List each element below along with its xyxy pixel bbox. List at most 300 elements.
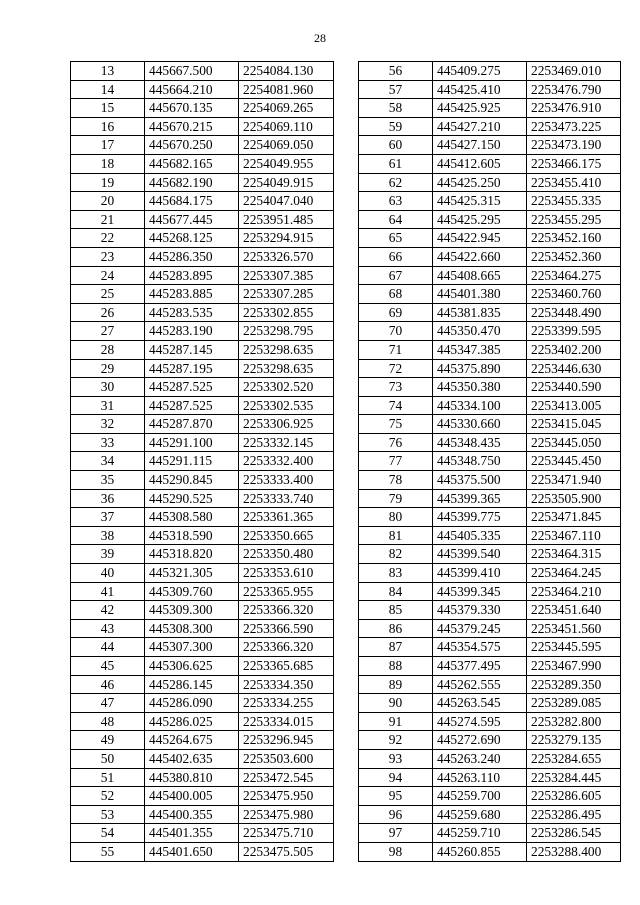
table-row bbox=[71, 638, 334, 657]
table-row bbox=[359, 192, 621, 211]
table-row bbox=[359, 117, 621, 136]
table-row bbox=[71, 266, 334, 285]
point-number-cell: 90 bbox=[359, 694, 433, 713]
point-number-cell: 21 bbox=[71, 210, 145, 229]
x-coordinate-cell: 445380.810 bbox=[145, 768, 239, 787]
x-coordinate-cell: 445405.335 bbox=[433, 526, 527, 545]
x-coordinate-cell: 445354.575 bbox=[433, 638, 527, 657]
y-coordinate-cell: 2253302.855 bbox=[239, 303, 334, 322]
coordinate-table-left-body bbox=[71, 62, 334, 862]
point-number-cell: 86 bbox=[359, 619, 433, 638]
y-coordinate-cell: 2254069.050 bbox=[239, 136, 334, 155]
x-coordinate-cell: 445682.190 bbox=[145, 173, 239, 192]
y-coordinate-cell: 2253464.315 bbox=[527, 545, 621, 564]
table-row bbox=[71, 210, 334, 229]
y-coordinate-cell: 2253307.285 bbox=[239, 285, 334, 304]
x-coordinate-cell: 445348.435 bbox=[433, 433, 527, 452]
table-row bbox=[359, 452, 621, 471]
table-row bbox=[71, 303, 334, 322]
y-coordinate-cell: 2253464.275 bbox=[527, 266, 621, 285]
table-row bbox=[359, 712, 621, 731]
y-coordinate-cell: 2253361.365 bbox=[239, 508, 334, 527]
y-coordinate-cell: 2253284.655 bbox=[527, 749, 621, 768]
table-row bbox=[359, 471, 621, 490]
y-coordinate-cell: 2254047.040 bbox=[239, 192, 334, 211]
y-coordinate-cell: 2253455.335 bbox=[527, 192, 621, 211]
x-coordinate-cell: 445309.300 bbox=[145, 601, 239, 620]
coordinate-table-right-body bbox=[359, 62, 621, 862]
y-coordinate-cell: 2253296.945 bbox=[239, 731, 334, 750]
x-coordinate-cell: 445670.250 bbox=[145, 136, 239, 155]
point-number-cell: 58 bbox=[359, 99, 433, 118]
y-coordinate-cell: 2253298.635 bbox=[239, 340, 334, 359]
x-coordinate-cell: 445259.680 bbox=[433, 805, 527, 824]
table-row bbox=[359, 80, 621, 99]
y-coordinate-cell: 2253282.800 bbox=[527, 712, 621, 731]
point-number-cell: 48 bbox=[71, 712, 145, 731]
point-number-cell: 97 bbox=[359, 824, 433, 843]
x-coordinate-cell: 445401.380 bbox=[433, 285, 527, 304]
table-row bbox=[71, 378, 334, 397]
x-coordinate-cell: 445399.345 bbox=[433, 582, 527, 601]
x-coordinate-cell: 445347.385 bbox=[433, 340, 527, 359]
table-row bbox=[71, 452, 334, 471]
x-coordinate-cell: 445409.275 bbox=[433, 62, 527, 81]
table-row bbox=[71, 731, 334, 750]
x-coordinate-cell: 445425.410 bbox=[433, 80, 527, 99]
table-row bbox=[359, 805, 621, 824]
y-coordinate-cell: 2254084.130 bbox=[239, 62, 334, 81]
x-coordinate-cell: 445318.590 bbox=[145, 526, 239, 545]
x-coordinate-cell: 445290.525 bbox=[145, 489, 239, 508]
x-coordinate-cell: 445263.110 bbox=[433, 768, 527, 787]
y-coordinate-cell: 2253464.245 bbox=[527, 564, 621, 583]
x-coordinate-cell: 445264.675 bbox=[145, 731, 239, 750]
x-coordinate-cell: 445399.775 bbox=[433, 508, 527, 527]
point-number-cell: 63 bbox=[359, 192, 433, 211]
y-coordinate-cell: 2254069.110 bbox=[239, 117, 334, 136]
point-number-cell: 31 bbox=[71, 396, 145, 415]
y-coordinate-cell: 2253333.740 bbox=[239, 489, 334, 508]
point-number-cell: 34 bbox=[71, 452, 145, 471]
point-number-cell: 62 bbox=[359, 173, 433, 192]
point-number-cell: 38 bbox=[71, 526, 145, 545]
x-coordinate-cell: 445348.750 bbox=[433, 452, 527, 471]
x-coordinate-cell: 445677.445 bbox=[145, 210, 239, 229]
point-number-cell: 94 bbox=[359, 768, 433, 787]
x-coordinate-cell: 445408.665 bbox=[433, 266, 527, 285]
x-coordinate-cell: 445286.090 bbox=[145, 694, 239, 713]
y-coordinate-cell: 2253413.005 bbox=[527, 396, 621, 415]
x-coordinate-cell: 445286.350 bbox=[145, 247, 239, 266]
y-coordinate-cell: 2253469.010 bbox=[527, 62, 621, 81]
point-number-cell: 56 bbox=[359, 62, 433, 81]
x-coordinate-cell: 445263.545 bbox=[433, 694, 527, 713]
y-coordinate-cell: 2253288.400 bbox=[527, 842, 621, 861]
point-number-cell: 87 bbox=[359, 638, 433, 657]
point-number-cell: 73 bbox=[359, 378, 433, 397]
y-coordinate-cell: 2253440.590 bbox=[527, 378, 621, 397]
point-number-cell: 95 bbox=[359, 787, 433, 806]
y-coordinate-cell: 2253452.360 bbox=[527, 247, 621, 266]
y-coordinate-cell: 2253402.200 bbox=[527, 340, 621, 359]
table-row bbox=[359, 824, 621, 843]
y-coordinate-cell: 2253476.910 bbox=[527, 99, 621, 118]
y-coordinate-cell: 2253471.940 bbox=[527, 471, 621, 490]
point-number-cell: 18 bbox=[71, 154, 145, 173]
point-number-cell: 50 bbox=[71, 749, 145, 768]
y-coordinate-cell: 2253326.570 bbox=[239, 247, 334, 266]
x-coordinate-cell: 445422.660 bbox=[433, 247, 527, 266]
table-row bbox=[359, 582, 621, 601]
table-row bbox=[71, 712, 334, 731]
table-row bbox=[359, 229, 621, 248]
y-coordinate-cell: 2253298.635 bbox=[239, 359, 334, 378]
point-number-cell: 26 bbox=[71, 303, 145, 322]
point-number-cell: 64 bbox=[359, 210, 433, 229]
point-number-cell: 88 bbox=[359, 657, 433, 676]
table-row bbox=[71, 154, 334, 173]
table-row bbox=[359, 136, 621, 155]
x-coordinate-cell: 445670.135 bbox=[145, 99, 239, 118]
x-coordinate-cell: 445286.145 bbox=[145, 675, 239, 694]
point-number-cell: 14 bbox=[71, 80, 145, 99]
point-number-cell: 43 bbox=[71, 619, 145, 638]
point-number-cell: 39 bbox=[71, 545, 145, 564]
y-coordinate-cell: 2253475.710 bbox=[239, 824, 334, 843]
y-coordinate-cell: 2253467.110 bbox=[527, 526, 621, 545]
y-coordinate-cell: 2253294.915 bbox=[239, 229, 334, 248]
y-coordinate-cell: 2253289.085 bbox=[527, 694, 621, 713]
y-coordinate-cell: 2253350.480 bbox=[239, 545, 334, 564]
x-coordinate-cell: 445287.145 bbox=[145, 340, 239, 359]
table-row bbox=[359, 322, 621, 341]
point-number-cell: 59 bbox=[359, 117, 433, 136]
table-row bbox=[71, 564, 334, 583]
x-coordinate-cell: 445425.250 bbox=[433, 173, 527, 192]
x-coordinate-cell: 445427.210 bbox=[433, 117, 527, 136]
point-number-cell: 67 bbox=[359, 266, 433, 285]
point-number-cell: 72 bbox=[359, 359, 433, 378]
point-number-cell: 83 bbox=[359, 564, 433, 583]
x-coordinate-cell: 445664.210 bbox=[145, 80, 239, 99]
y-coordinate-cell: 2254049.955 bbox=[239, 154, 334, 173]
y-coordinate-cell: 2253460.760 bbox=[527, 285, 621, 304]
y-coordinate-cell: 2253451.560 bbox=[527, 619, 621, 638]
y-coordinate-cell: 2253475.950 bbox=[239, 787, 334, 806]
x-coordinate-cell: 445399.365 bbox=[433, 489, 527, 508]
table-row bbox=[359, 247, 621, 266]
point-number-cell: 92 bbox=[359, 731, 433, 750]
table-row bbox=[359, 526, 621, 545]
x-coordinate-cell: 445350.470 bbox=[433, 322, 527, 341]
point-number-cell: 69 bbox=[359, 303, 433, 322]
y-coordinate-cell: 2253471.845 bbox=[527, 508, 621, 527]
point-number-cell: 68 bbox=[359, 285, 433, 304]
point-number-cell: 45 bbox=[71, 657, 145, 676]
x-coordinate-cell: 445283.535 bbox=[145, 303, 239, 322]
point-number-cell: 46 bbox=[71, 675, 145, 694]
table-row bbox=[71, 657, 334, 676]
table-row bbox=[359, 62, 621, 81]
table-row bbox=[359, 285, 621, 304]
y-coordinate-cell: 2253286.545 bbox=[527, 824, 621, 843]
table-row bbox=[359, 303, 621, 322]
y-coordinate-cell: 2253350.665 bbox=[239, 526, 334, 545]
x-coordinate-cell: 445287.525 bbox=[145, 378, 239, 397]
x-coordinate-cell: 445400.355 bbox=[145, 805, 239, 824]
table-row bbox=[359, 210, 621, 229]
table-row bbox=[71, 582, 334, 601]
y-coordinate-cell: 2253951.485 bbox=[239, 210, 334, 229]
x-coordinate-cell: 445399.540 bbox=[433, 545, 527, 564]
y-coordinate-cell: 2253455.295 bbox=[527, 210, 621, 229]
table-row bbox=[71, 136, 334, 155]
point-number-cell: 40 bbox=[71, 564, 145, 583]
table-row bbox=[71, 675, 334, 694]
table-row bbox=[359, 154, 621, 173]
table-row bbox=[71, 842, 334, 861]
y-coordinate-cell: 2253455.410 bbox=[527, 173, 621, 192]
table-row bbox=[71, 489, 334, 508]
point-number-cell: 33 bbox=[71, 433, 145, 452]
table-row bbox=[359, 842, 621, 861]
x-coordinate-cell: 445291.115 bbox=[145, 452, 239, 471]
table-row bbox=[71, 824, 334, 843]
y-coordinate-cell: 2253445.595 bbox=[527, 638, 621, 657]
x-coordinate-cell: 445375.500 bbox=[433, 471, 527, 490]
table-row bbox=[71, 768, 334, 787]
y-coordinate-cell: 2253451.640 bbox=[527, 601, 621, 620]
x-coordinate-cell: 445306.625 bbox=[145, 657, 239, 676]
y-coordinate-cell: 2253286.495 bbox=[527, 805, 621, 824]
table-row bbox=[71, 545, 334, 564]
table-row bbox=[71, 117, 334, 136]
x-coordinate-cell: 445425.315 bbox=[433, 192, 527, 211]
point-number-cell: 98 bbox=[359, 842, 433, 861]
point-number-cell: 93 bbox=[359, 749, 433, 768]
table-row bbox=[71, 694, 334, 713]
y-coordinate-cell: 2253334.015 bbox=[239, 712, 334, 731]
y-coordinate-cell: 2253503.600 bbox=[239, 749, 334, 768]
y-coordinate-cell: 2253475.980 bbox=[239, 805, 334, 824]
point-number-cell: 25 bbox=[71, 285, 145, 304]
point-number-cell: 65 bbox=[359, 229, 433, 248]
point-number-cell: 44 bbox=[71, 638, 145, 657]
x-coordinate-cell: 445402.635 bbox=[145, 749, 239, 768]
y-coordinate-cell: 2253366.590 bbox=[239, 619, 334, 638]
point-number-cell: 55 bbox=[71, 842, 145, 861]
x-coordinate-cell: 445262.555 bbox=[433, 675, 527, 694]
x-coordinate-cell: 445286.025 bbox=[145, 712, 239, 731]
point-number-cell: 19 bbox=[71, 173, 145, 192]
y-coordinate-cell: 2253467.990 bbox=[527, 657, 621, 676]
y-coordinate-cell: 2253464.210 bbox=[527, 582, 621, 601]
point-number-cell: 80 bbox=[359, 508, 433, 527]
x-coordinate-cell: 445334.100 bbox=[433, 396, 527, 415]
table-row bbox=[359, 638, 621, 657]
x-coordinate-cell: 445684.175 bbox=[145, 192, 239, 211]
point-number-cell: 70 bbox=[359, 322, 433, 341]
table-row bbox=[359, 619, 621, 638]
x-coordinate-cell: 445259.700 bbox=[433, 787, 527, 806]
table-row bbox=[71, 619, 334, 638]
point-number-cell: 20 bbox=[71, 192, 145, 211]
table-row bbox=[71, 526, 334, 545]
x-coordinate-cell: 445682.165 bbox=[145, 154, 239, 173]
x-coordinate-cell: 445307.300 bbox=[145, 638, 239, 657]
table-row bbox=[71, 229, 334, 248]
y-coordinate-cell: 2254081.960 bbox=[239, 80, 334, 99]
table-row bbox=[71, 322, 334, 341]
table-row bbox=[359, 545, 621, 564]
table-row bbox=[71, 805, 334, 824]
table-row bbox=[359, 749, 621, 768]
table-row bbox=[71, 601, 334, 620]
table-row bbox=[359, 415, 621, 434]
x-coordinate-cell: 445283.895 bbox=[145, 266, 239, 285]
table-row bbox=[359, 340, 621, 359]
table-row bbox=[359, 359, 621, 378]
x-coordinate-cell: 445401.650 bbox=[145, 842, 239, 861]
point-number-cell: 41 bbox=[71, 582, 145, 601]
table-row bbox=[71, 749, 334, 768]
point-number-cell: 13 bbox=[71, 62, 145, 81]
y-coordinate-cell: 2253475.505 bbox=[239, 842, 334, 861]
table-row bbox=[71, 99, 334, 118]
x-coordinate-cell: 445377.495 bbox=[433, 657, 527, 676]
y-coordinate-cell: 2254069.265 bbox=[239, 99, 334, 118]
table-row bbox=[71, 192, 334, 211]
table-row bbox=[71, 508, 334, 527]
point-number-cell: 85 bbox=[359, 601, 433, 620]
x-coordinate-cell: 445274.595 bbox=[433, 712, 527, 731]
x-coordinate-cell: 445287.525 bbox=[145, 396, 239, 415]
x-coordinate-cell: 445287.195 bbox=[145, 359, 239, 378]
point-number-cell: 53 bbox=[71, 805, 145, 824]
point-number-cell: 81 bbox=[359, 526, 433, 545]
x-coordinate-cell: 445321.305 bbox=[145, 564, 239, 583]
table-row bbox=[71, 359, 334, 378]
y-coordinate-cell: 2253284.445 bbox=[527, 768, 621, 787]
point-number-cell: 28 bbox=[71, 340, 145, 359]
point-number-cell: 79 bbox=[359, 489, 433, 508]
point-number-cell: 27 bbox=[71, 322, 145, 341]
x-coordinate-cell: 445290.845 bbox=[145, 471, 239, 490]
y-coordinate-cell: 2253286.605 bbox=[527, 787, 621, 806]
y-coordinate-cell: 2253445.050 bbox=[527, 433, 621, 452]
table-row bbox=[359, 266, 621, 285]
table-row bbox=[359, 787, 621, 806]
point-number-cell: 32 bbox=[71, 415, 145, 434]
point-number-cell: 29 bbox=[71, 359, 145, 378]
point-number-cell: 52 bbox=[71, 787, 145, 806]
page-number: 28 bbox=[314, 31, 326, 45]
y-coordinate-cell: 2253415.045 bbox=[527, 415, 621, 434]
point-number-cell: 47 bbox=[71, 694, 145, 713]
point-number-cell: 76 bbox=[359, 433, 433, 452]
x-coordinate-cell: 445667.500 bbox=[145, 62, 239, 81]
point-number-cell: 84 bbox=[359, 582, 433, 601]
table-row bbox=[359, 694, 621, 713]
point-number-cell: 74 bbox=[359, 396, 433, 415]
point-number-cell: 78 bbox=[359, 471, 433, 490]
y-coordinate-cell: 2253334.255 bbox=[239, 694, 334, 713]
table-row bbox=[71, 80, 334, 99]
y-coordinate-cell: 2253353.610 bbox=[239, 564, 334, 583]
table-row bbox=[71, 62, 334, 81]
point-number-cell: 60 bbox=[359, 136, 433, 155]
table-row bbox=[359, 601, 621, 620]
coordinate-table-right bbox=[358, 61, 621, 862]
point-number-cell: 75 bbox=[359, 415, 433, 434]
point-number-cell: 51 bbox=[71, 768, 145, 787]
point-number-cell: 24 bbox=[71, 266, 145, 285]
x-coordinate-cell: 445309.760 bbox=[145, 582, 239, 601]
point-number-cell: 57 bbox=[359, 80, 433, 99]
x-coordinate-cell: 445379.245 bbox=[433, 619, 527, 638]
table-row bbox=[359, 378, 621, 397]
x-coordinate-cell: 445318.820 bbox=[145, 545, 239, 564]
y-coordinate-cell: 2253302.535 bbox=[239, 396, 334, 415]
point-number-cell: 30 bbox=[71, 378, 145, 397]
x-coordinate-cell: 445375.890 bbox=[433, 359, 527, 378]
y-coordinate-cell: 2253446.630 bbox=[527, 359, 621, 378]
x-coordinate-cell: 445425.295 bbox=[433, 210, 527, 229]
table-row bbox=[359, 489, 621, 508]
table-row bbox=[359, 564, 621, 583]
point-number-cell: 71 bbox=[359, 340, 433, 359]
table-row bbox=[71, 787, 334, 806]
x-coordinate-cell: 445412.605 bbox=[433, 154, 527, 173]
y-coordinate-cell: 2253505.900 bbox=[527, 489, 621, 508]
x-coordinate-cell: 445422.945 bbox=[433, 229, 527, 248]
table-row bbox=[71, 173, 334, 192]
table-row bbox=[71, 340, 334, 359]
y-coordinate-cell: 2253472.545 bbox=[239, 768, 334, 787]
x-coordinate-cell: 445272.690 bbox=[433, 731, 527, 750]
y-coordinate-cell: 2254049.915 bbox=[239, 173, 334, 192]
x-coordinate-cell: 445268.125 bbox=[145, 229, 239, 248]
point-number-cell: 49 bbox=[71, 731, 145, 750]
coordinate-table-left bbox=[70, 61, 334, 862]
y-coordinate-cell: 2253473.225 bbox=[527, 117, 621, 136]
point-number-cell: 82 bbox=[359, 545, 433, 564]
y-coordinate-cell: 2253307.385 bbox=[239, 266, 334, 285]
x-coordinate-cell: 445425.925 bbox=[433, 99, 527, 118]
y-coordinate-cell: 2253366.320 bbox=[239, 638, 334, 657]
point-number-cell: 89 bbox=[359, 675, 433, 694]
y-coordinate-cell: 2253365.955 bbox=[239, 582, 334, 601]
table-row bbox=[359, 508, 621, 527]
table-row bbox=[359, 433, 621, 452]
x-coordinate-cell: 445260.855 bbox=[433, 842, 527, 861]
y-coordinate-cell: 2253473.190 bbox=[527, 136, 621, 155]
table-row bbox=[71, 415, 334, 434]
table-row bbox=[359, 173, 621, 192]
table-row bbox=[71, 247, 334, 266]
point-number-cell: 15 bbox=[71, 99, 145, 118]
point-number-cell: 61 bbox=[359, 154, 433, 173]
x-coordinate-cell: 445283.885 bbox=[145, 285, 239, 304]
y-coordinate-cell: 2253306.925 bbox=[239, 415, 334, 434]
y-coordinate-cell: 2253332.400 bbox=[239, 452, 334, 471]
point-number-cell: 91 bbox=[359, 712, 433, 731]
x-coordinate-cell: 445283.190 bbox=[145, 322, 239, 341]
x-coordinate-cell: 445670.215 bbox=[145, 117, 239, 136]
table-row bbox=[359, 99, 621, 118]
x-coordinate-cell: 445401.355 bbox=[145, 824, 239, 843]
